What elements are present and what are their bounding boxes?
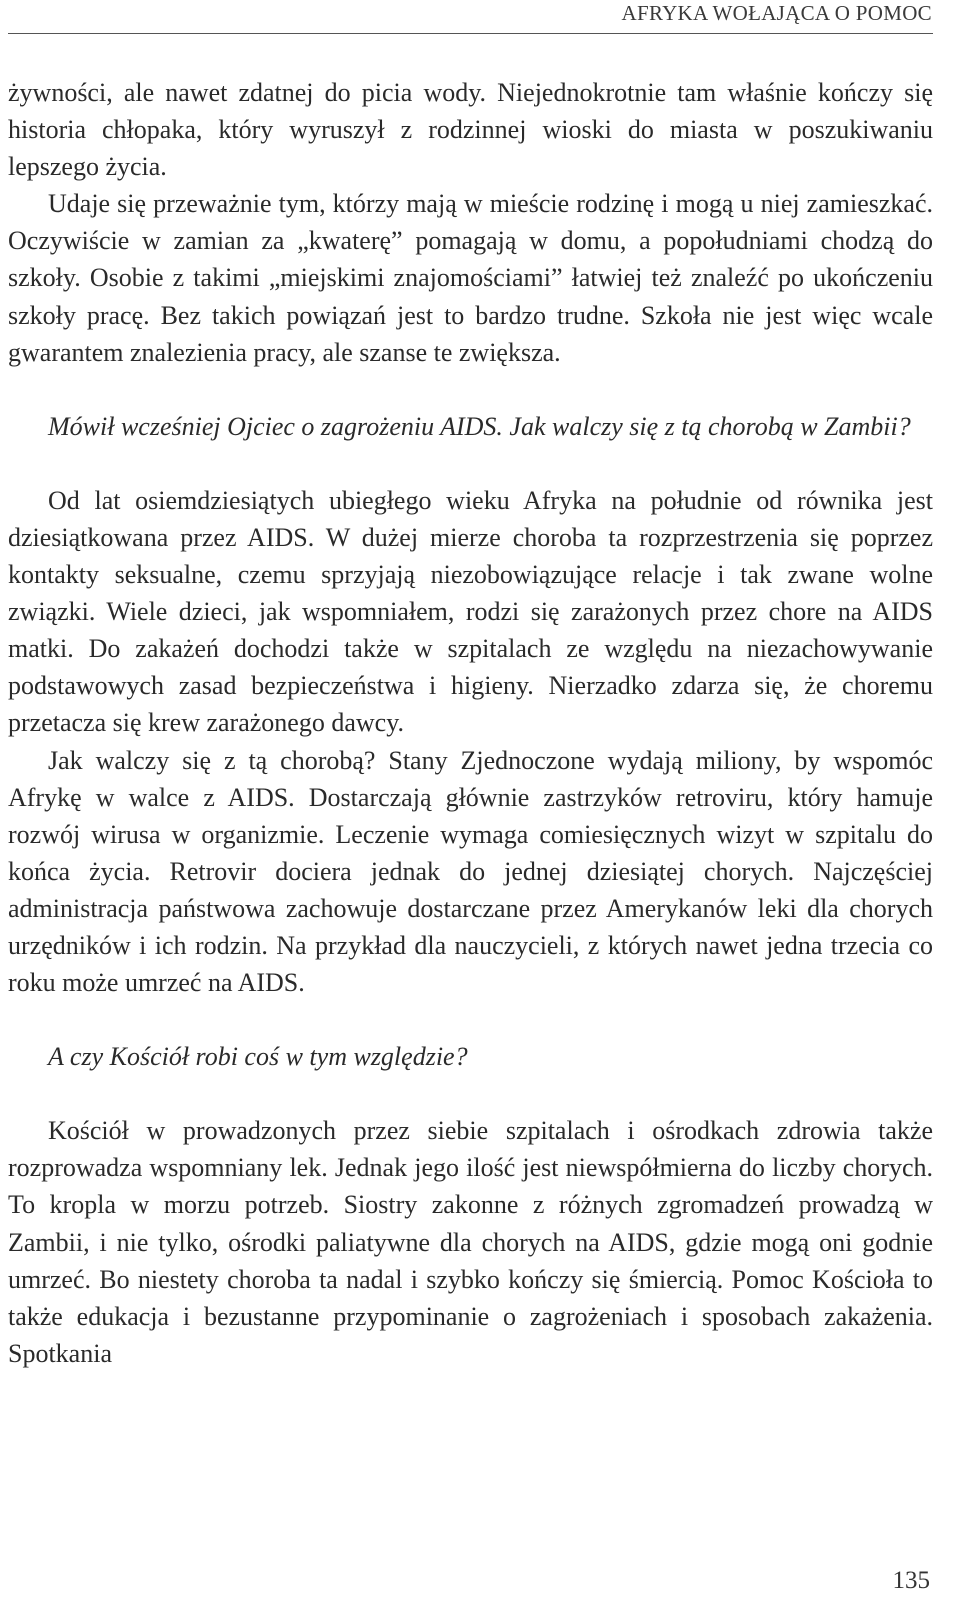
header-rule — [8, 33, 933, 34]
paragraph: Udaje się przeważnie tym, którzy mają w mieście rodzinę i mogą u niej zamieszkać. Oczywiście w zamian za „kwaterę” pomagają w domu, a popołudniami chodzą do szkoły. Osobie z takimi „miejskimi znajomościami” łatwiej też znaleźć po ukończeniu szkoły pracę. Bez takich powiązań jest to bardzo trudne. Szkoła nie jest więc wcale gwarantem znalezienia pracy, ale szanse te zwiększa. — [8, 189, 933, 367]
paragraph: Od lat osiemdziesiątych ubiegłego wieku Afryka na południe od równika jest dziesiątkowana przez AIDS. W dużej mierze choroba ta rozprzestrzenia się poprzez kontakty seksualne, czemu sprzyjają niezobowiązujące relacje i tak zwane wolne związki. Wiele dzieci, jak wspomniałem, rodzi się zarażonych przez chore na AIDS matki. Do zakażeń dochodzi także w szpitalach ze względu na niezachowywanie podstawowych zasad bezpieczeństwa i higieny. Nierzadko zdarza się, że choremu przetacza się krew zarażonego dawcy. — [8, 485, 933, 738]
page-number: 135 — [892, 1567, 930, 1594]
paragraph: Kościół w prowadzonych przez siebie szpitalach i ośrodkach zdrowia także rozprowadza wspomniany lek. Jednak jego ilość jest niewspółmierna do liczby chorych. To kropla w morzu potrzeb. Siostry zakonne z różnych zgromadzeń prowadzą w Zambii, i nie tylko, ośrodki paliatywne dla chorych na AIDS, gdzie mogą oni godnie umrzeć. Bo niestety choroba ta nadal i szybko kończy się śmiercią. Pomoc Kościoła to także edukacja i bezustanne przypominanie o zagrożeniach i sposobach zakażenia. Spotkania — [8, 1116, 933, 1368]
paragraph: Jak walczy się z tą chorobą? Stany Zjednoczone wydają miliony, by wspomóc Afrykę w walce z AIDS. Dostarczają głównie zastrzyków retroviru, który hamuje rozwój wirusa w organizmie. Leczenie wymaga comiesięcznych wizyt w szpitalu do końca życia. Retrovir dociera jednak do jednej dziesiątej chorych. Najczęściej administracja państwowa zachowuje dostarczane przez Amerykanów leki dla chorych urzędników i ich rodzin. Na przykład dla nauczycieli, z których nawet jedna trzecia co roku może umrzeć na AIDS. — [8, 745, 933, 998]
interview-question: A czy Kościół robi coś w tym względzie? — [48, 1042, 468, 1072]
interview-question: Mówił wcześniej Ojciec o zagrożeniu AIDS. Jak walczy się z tą chorobą w Zambii? — [48, 411, 911, 441]
page-content — [8, 74, 933, 1372]
paragraph: żywności, ale nawet zdatnej do picia wody. Niejednokrotnie tam właśnie kończy się historia chłopaka, który wyruszył z rodzinnej wioski do miasta w poszukiwaniu lepszego życia. — [8, 78, 933, 182]
running-header: AFRYKA WOŁAJĄCA O POMOC — [621, 1, 932, 25]
